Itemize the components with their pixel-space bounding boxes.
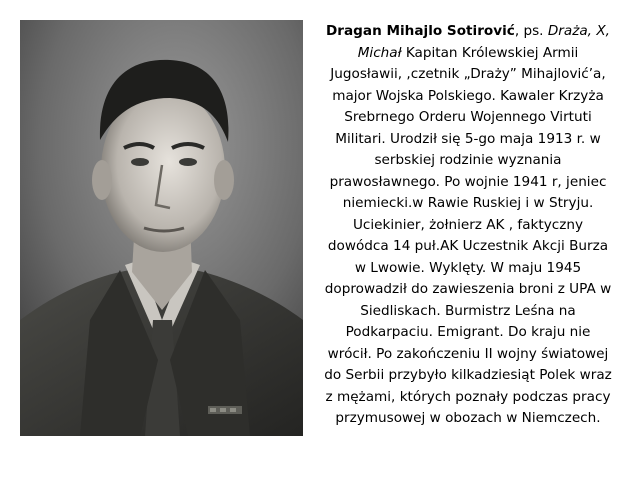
pseudonym-prefix: , ps. — [514, 23, 548, 39]
biography-body: Kapitan Królewskiej Armii Jugosławii, ,czetnik „Draży” Mihajlović’a, major Wojska Polskiego. Kawaler Krzyża Srebrnego Orderu Wojennego Virtuti Militari. Urodził się 5-go maja 1913 r. w serbskiej rodzinie wyznania prawosławnego. Po wojnie 1941 r, jeniec niemiecki.w Rawie Ruskiej i w Stryju. Uciekinier, żołnierz AK , faktyczny dowódca 14 puł.AK Uczestnik Akcji Burza w Lwowie. Wyklęty. W maju 1945 doprowadził do zawieszenia broni z UPA w Siedliskach. Burmistrz Leśna na Podkarpaciu. Emigrant. Do kraju nie wrócił. Po zakończeniu II wojny światowej do Serbii przybyło kilkadziesiąt Polek wraz z mężami, których poznały podczas pracy przymusowej w obozach w Niemczech. — [324, 44, 612, 426]
person-name: Dragan Mihajlo Sotirović — [326, 23, 515, 39]
portrait-photo — [20, 20, 303, 436]
portrait-image — [20, 20, 303, 436]
biography-text — [307, 21, 629, 430]
pseudonyms: Draża, X, Michał — [357, 23, 610, 61]
